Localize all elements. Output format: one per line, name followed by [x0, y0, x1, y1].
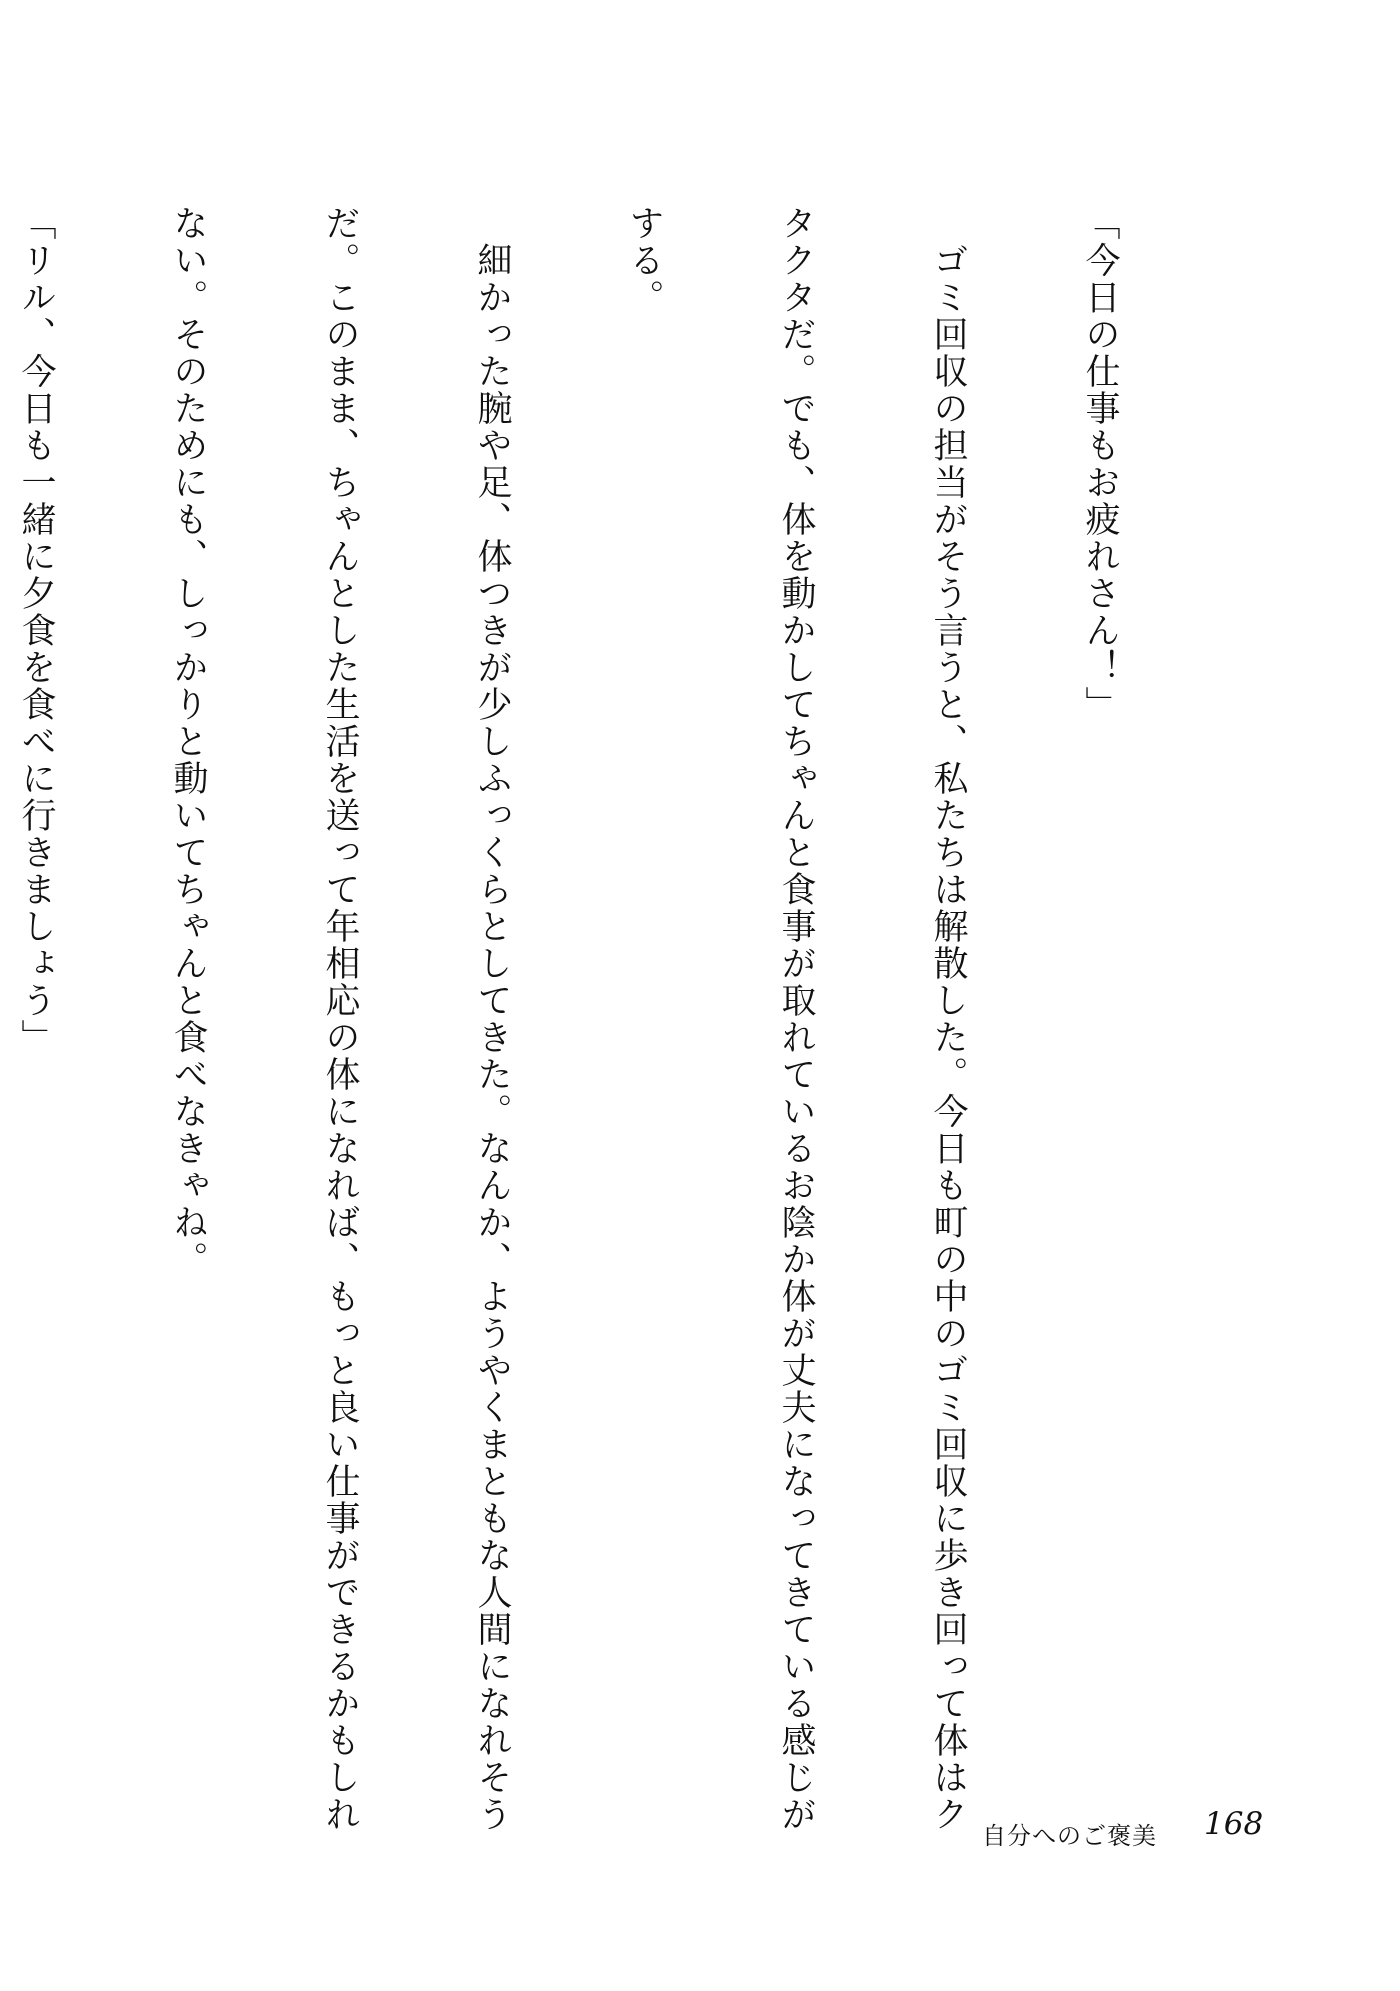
text-line: 「リル、今日も一緒に夕食を食べに行きましょう」	[16, 205, 56, 1056]
page-number: 168	[1204, 1806, 1264, 1842]
text-line: する。	[624, 205, 664, 316]
body-text	[16, 205, 1210, 1833]
running-title: 自分へのご褒美	[982, 1822, 1157, 1850]
text-line: だ。このまま、ちゃんとした生活を送って年相応の体になれば、もっと良い仕事ができるかもしれ	[320, 205, 360, 1833]
text-line: ゴミ回収の担当がそう言うと、私たちは解散した。今日も町の中のゴミ回収に歩き回って体はク	[928, 205, 968, 1833]
text-line: タクタだ。でも、体を動かしてちゃんと食事が取れているお陰か体が丈夫になってきている感じが	[776, 205, 816, 1833]
text-line: 「今日の仕事もお疲れさん！」	[1080, 205, 1120, 723]
text-line: 細かった腕や足、体つきが少しふっくらとしてきた。なんか、ようやくまともな人間になれそう	[472, 205, 512, 1833]
text-line: ない。そのためにも、しっかりと動いてちゃんと食べなきゃね。	[168, 205, 208, 1278]
